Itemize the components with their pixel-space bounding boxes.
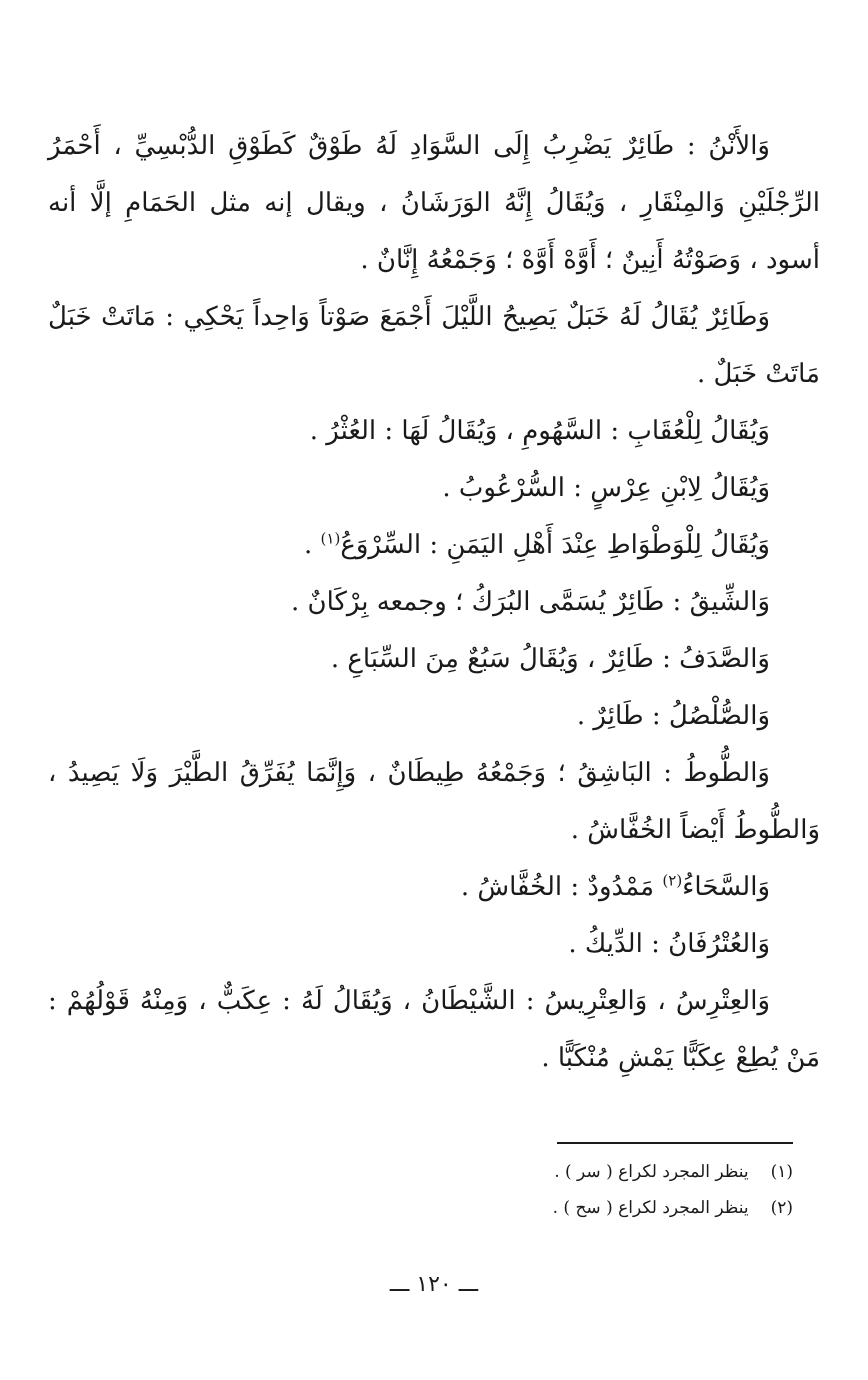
paragraph-sahaa: وَالسَّحَاءُ$^{(٢)}$ مَمْدُودٌ : الخُفَّاشُ . [460, 871, 770, 902]
footnote-ref-1[interactable]: (١) [320, 529, 341, 548]
paragraph-khabal: وَطَائِرٌ يُقَالُ لَهُ خَبَلٌ يَصِيحُ اللَّيْلَ أَجْمَعَ صَوْتاً وَاحِداً يَحْكِي : مَاتَتْ خَبَلٌ مَاتَتْ خَبَلٌ . [48, 302, 820, 389]
footnote-2 [293, 1190, 793, 1226]
main-text [48, 118, 820, 1087]
page-number: ـــ ١٢٠ ـــ [389, 1272, 479, 1297]
footnote-text: ينظر المجرد لكراع ( سح ) . [552, 1198, 749, 1218]
footnote-ref-2[interactable]: (٢) [662, 871, 683, 890]
paragraph-itris: وَالعِتْرِسُ ، وَالعِتْرِيسُ : الشَّيْطَانُ ، وَيُقَالُ لَهُ : عِكَبٌّ ، وَمِنْهُ قَوْلُهُمْ : مَنْ يُطِعْ عِكَبًّا يَمْشِ مُنْكَبًّا . [48, 986, 820, 1073]
footnotes [293, 1154, 793, 1226]
paragraph-annun: وَالأَنْنُ : طَائِرٌ يَضْرِبُ إِلَى السَّوَادِ لَهُ طَوْقٌ كَطَوْقِ الدُّبْسِيِّ ، أَحْمَرُ الرِّجْلَيْنِ وَالمِنْقَارِ ، وَيُقَالُ إِنَّهُ الوَرَشَانُ ، ويقال إنه مثل الحَمَامِ إلَّا أنه أسود ، وَصَوْتُهُ أَنِينٌ ؛ أَوَّهْ أَوَّهْ ؛ وَجَمْعُهُ إِنَّانٌ . [48, 131, 820, 275]
paragraph-sulsul: وَالصُّلْصُلُ : طَائِرٌ . [576, 701, 770, 731]
paragraph-sadaf: وَالصَّدَفُ : طَائِرٌ ، وَيُقَالُ سَبُعٌ مِنَ السِّبَاعِ . [330, 644, 770, 674]
paragraph-utrufan: وَالعُتْرُفَانُ : الدِّيكُ . [568, 929, 770, 959]
paragraph-shiq: وَالشِّيقُ : طَائِرٌ يُسَمَّى البُرَكُ ؛ وجمعه بِرْكَانٌ . [290, 587, 770, 617]
footnote-number: (١) [770, 1162, 793, 1182]
footnote-number: (٢) [770, 1198, 793, 1218]
paragraph-tut: وَالطُّوطُ : البَاشِقُ ؛ وَجَمْعُهُ طِيطَانٌ ، وَإِنَّمَا يُفَرِّقُ الطَّيْرَ وَلَا يَصِيدُ ، وَالطُّوطُ أَيْضاً الخُفَّاشُ . [48, 758, 820, 845]
footnote-text: ينظر المجرد لكراع ( سر ) . [554, 1162, 749, 1182]
footnote-divider [557, 1142, 793, 1144]
paragraph-uqab: وَيُقَالُ لِلْعُقَابِ : السَّهُومِ ، وَيُقَالُ لَهَا : العُثْرُ . [309, 416, 770, 446]
paragraph-watwat: وَيُقَالُ لِلْوَطْوَاطِ عِنْدَ أَهْلِ اليَمَنِ : السِّرْوَعُ$^{(١)}$ . [304, 529, 770, 560]
paragraph-ibn-irs: وَيُقَالُ لِابْنِ عِرْسٍ : السُّرْعُوبُ . [442, 473, 770, 503]
footnote-1 [293, 1154, 793, 1190]
